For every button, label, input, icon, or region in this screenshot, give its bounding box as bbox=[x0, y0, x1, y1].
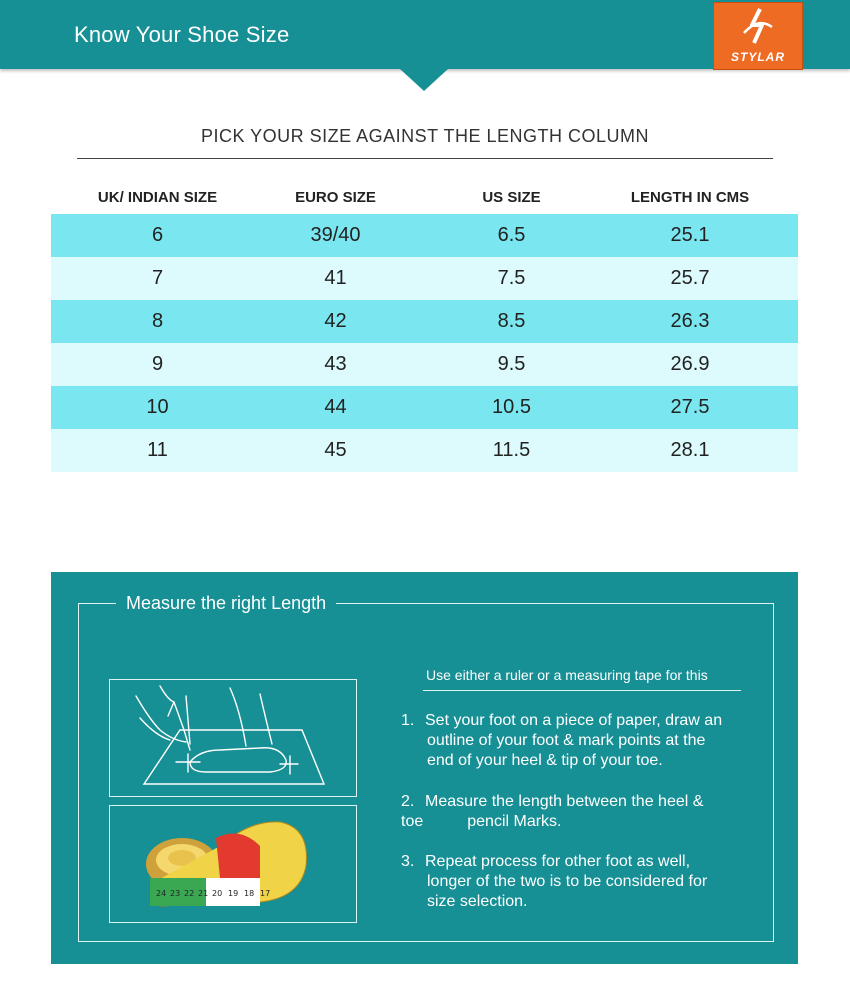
step-1 bbox=[401, 711, 722, 771]
step-number: 1. bbox=[401, 712, 415, 729]
tape-number: 22 bbox=[184, 889, 195, 898]
logo-text: STYLAR bbox=[731, 50, 785, 64]
euro-size-cell: 45 bbox=[324, 439, 347, 461]
us-size-cell: 10.5 bbox=[492, 396, 531, 418]
foot-tracing-illustration bbox=[109, 679, 357, 797]
tape-number: 21 bbox=[198, 889, 209, 898]
table-title: PICK YOUR SIZE AGAINST THE LENGTH COLUMN bbox=[200, 126, 650, 146]
euro-size-cell: 44 bbox=[324, 396, 347, 418]
measure-title: Measure the right Length bbox=[116, 593, 336, 614]
step-text: outline of your foot & mark points at the bbox=[427, 732, 706, 749]
us-size-cell: 7.5 bbox=[497, 267, 526, 289]
euro-size-cell: 42 bbox=[324, 310, 347, 332]
stylar-logo[interactable] bbox=[713, 2, 803, 70]
table-row bbox=[51, 429, 798, 472]
step-text: longer of the two is to be considered for bbox=[427, 873, 708, 890]
measure-panel bbox=[51, 572, 798, 964]
step-text: size selection. bbox=[427, 893, 528, 910]
length-cell: 25.7 bbox=[670, 267, 710, 289]
tape-number: 24 bbox=[156, 889, 167, 898]
step-number: 2. bbox=[401, 793, 415, 810]
euro-size-cell: 43 bbox=[324, 353, 347, 375]
us-size-cell: 8.5 bbox=[497, 310, 526, 332]
step-text: Repeat process for other foot as well, bbox=[425, 853, 691, 870]
column-header-length: LENGTH IN CMS bbox=[630, 188, 750, 206]
column-header-euro: EURO SIZE bbox=[295, 188, 376, 206]
table-row bbox=[51, 257, 798, 300]
measuring-tape-image bbox=[109, 805, 357, 923]
measure-tip: Use either a ruler or a measuring tape for this bbox=[426, 667, 708, 683]
step-text: end of your heel & tip of your toe. bbox=[427, 752, 663, 769]
tape-number: 19 bbox=[228, 889, 239, 898]
page-title: Know Your Shoe Size bbox=[74, 22, 290, 47]
uk-size-cell: 11 bbox=[147, 439, 168, 461]
us-size-cell: 9.5 bbox=[497, 353, 526, 375]
step-text: pencil Marks. bbox=[467, 813, 562, 830]
uk-size-cell: 7 bbox=[151, 267, 164, 289]
column-header-us: US SIZE bbox=[482, 188, 541, 206]
length-cell: 25.1 bbox=[670, 224, 710, 246]
header-bar bbox=[0, 0, 850, 69]
tape-number: 17 bbox=[260, 889, 271, 898]
step-2 bbox=[401, 792, 703, 832]
table-header bbox=[51, 180, 798, 214]
step-text: toe bbox=[401, 813, 424, 830]
step-text: Measure the length between the heel & bbox=[425, 793, 704, 810]
step-number: 3. bbox=[401, 853, 415, 870]
tape-number: 20 bbox=[212, 889, 223, 898]
tip-divider bbox=[423, 690, 741, 691]
length-cell: 26.9 bbox=[670, 353, 710, 375]
table-row bbox=[51, 300, 798, 343]
tape-number: 23 bbox=[170, 889, 181, 898]
step-3 bbox=[401, 852, 707, 912]
us-size-cell: 6.5 bbox=[497, 224, 526, 246]
tape-number: 18 bbox=[244, 889, 255, 898]
uk-size-cell: 9 bbox=[151, 353, 164, 375]
table-row bbox=[51, 386, 798, 429]
uk-size-cell: 6 bbox=[151, 224, 164, 246]
length-cell: 26.3 bbox=[670, 310, 710, 332]
us-size-cell: 11.5 bbox=[492, 439, 531, 461]
length-cell: 27.5 bbox=[670, 396, 710, 418]
size-table bbox=[51, 180, 798, 472]
step-text: Set your foot on a piece of paper, draw an bbox=[425, 712, 723, 729]
table-row bbox=[51, 214, 798, 257]
euro-size-cell: 39/40 bbox=[310, 224, 361, 246]
table-row bbox=[51, 343, 798, 386]
uk-size-cell: 8 bbox=[151, 310, 164, 332]
euro-size-cell: 41 bbox=[324, 267, 347, 289]
column-header-uk: UK/ INDIAN SIZE bbox=[97, 188, 218, 206]
length-cell: 28.1 bbox=[670, 439, 710, 461]
title-divider bbox=[77, 158, 773, 159]
header-notch bbox=[400, 69, 448, 91]
uk-size-cell: 10 bbox=[146, 396, 169, 418]
